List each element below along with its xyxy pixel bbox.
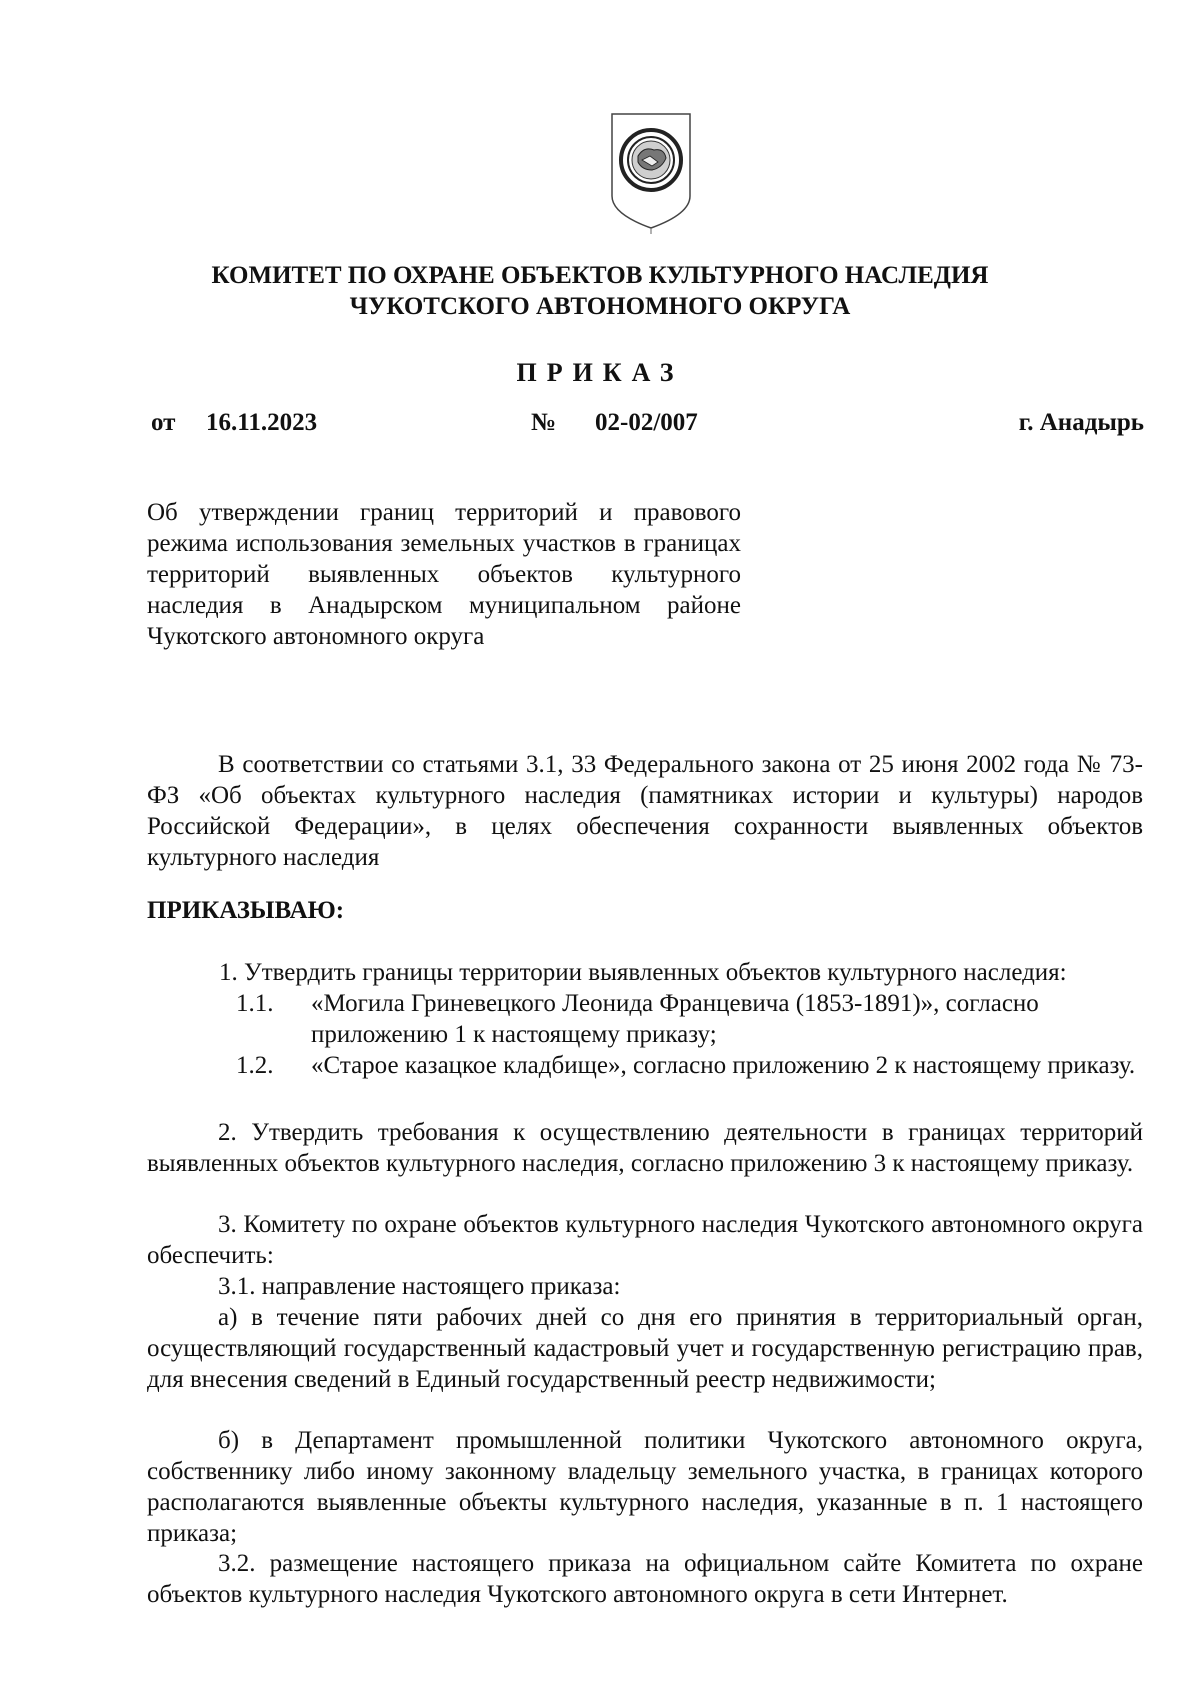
document-subject: Об утверждении границ территорий и правового режима использования земельных участков в границах территорий выявленных объектов культурного наследия в Анадырском муниципальном районе Чукотского автономного округа [147, 499, 741, 650]
list-item-3-1: 3.1. направление настоящего приказа: [218, 1273, 621, 1300]
coat-of-arms-icon [606, 110, 696, 234]
document-date: 16.11.2023 [206, 409, 318, 436]
list-item-3-2: 3.2. размещение настоящего приказа на официальном сайте Комитета по охране объектов культурного наследия Чукотского автономного округа в сети Интернет. [147, 1550, 1143, 1608]
coat-of-arms [606, 110, 696, 234]
organization-name [0, 260, 1200, 322]
preamble-paragraph: В соответствии со статьями 3.1, 33 Федерального закона от 25 июня 2002 года № 73-ФЗ «Об объектах культурного наследия (памятниках истории и культуры) народов Российской Федерации», в целях обеспечения сохранности выявленных объектов культурного наследия [147, 751, 1143, 871]
list-item-3-1-a: а) в течение пяти рабочих дней со дня его принятия в территориальный орган, осуществляющий государственный кадастровый учет и государственную регистрацию прав, для внесения сведений в Единый государственный реестр недвижимости; [147, 1304, 1143, 1393]
list-item-3: 3. Комитету по охране объектов культурного наследия Чукотского автономного округа обеспечить: [147, 1211, 1143, 1269]
organization-line-2: ЧУКОТСКОГО АВТОНОМНОГО ОКРУГА [349, 293, 851, 320]
document-type: ПРИКАЗ [516, 358, 684, 387]
list-item-1-2-text: «Старое казацкое кладбище», согласно приложению 2 к настоящему приказу. [311, 1052, 1136, 1079]
list-item-1-1 [236, 988, 1136, 1050]
document-city: г. Анадырь [1018, 409, 1144, 436]
list-item-2: 2. Утвердить требования к осуществлению деятельности в границах территорий выявленных объектов культурного наследия, согласно приложению 3 к настоящему приказу. [147, 1119, 1143, 1177]
date-label: от [151, 409, 176, 436]
list-item-1: 1. Утвердить границы территории выявленных объектов культурного наследия: [219, 959, 1067, 986]
list-item-1-1-number: 1.1. [236, 990, 274, 1017]
decree-heading: ПРИКАЗЫВАЮ: [147, 897, 345, 924]
list-item-1-2-number: 1.2. [236, 1052, 274, 1079]
organization-line-1: КОМИТЕТ ПО ОХРАНЕ ОБЪЕКТОВ КУЛЬТУРНОГО НАСЛЕДИЯ [211, 262, 989, 289]
number-label: № [531, 409, 557, 436]
document-number: 02-02/007 [595, 409, 698, 436]
list-item-1-1-text: «Могила Гриневецкого Леонида Францевича (1853-1891)», согласно приложению 1 к настоящему приказу; [311, 990, 1039, 1048]
list-item-1-2 [236, 1050, 1136, 1081]
list-item-3-1-b: б) в Департамент промышленной политики Чукотского автономного округа, собственнику либо иному законному владельцу земельного участка, в границах которого располагаются выявленные объекты культурного наследия, указанные в п. 1 настоящего приказа; [147, 1427, 1143, 1547]
